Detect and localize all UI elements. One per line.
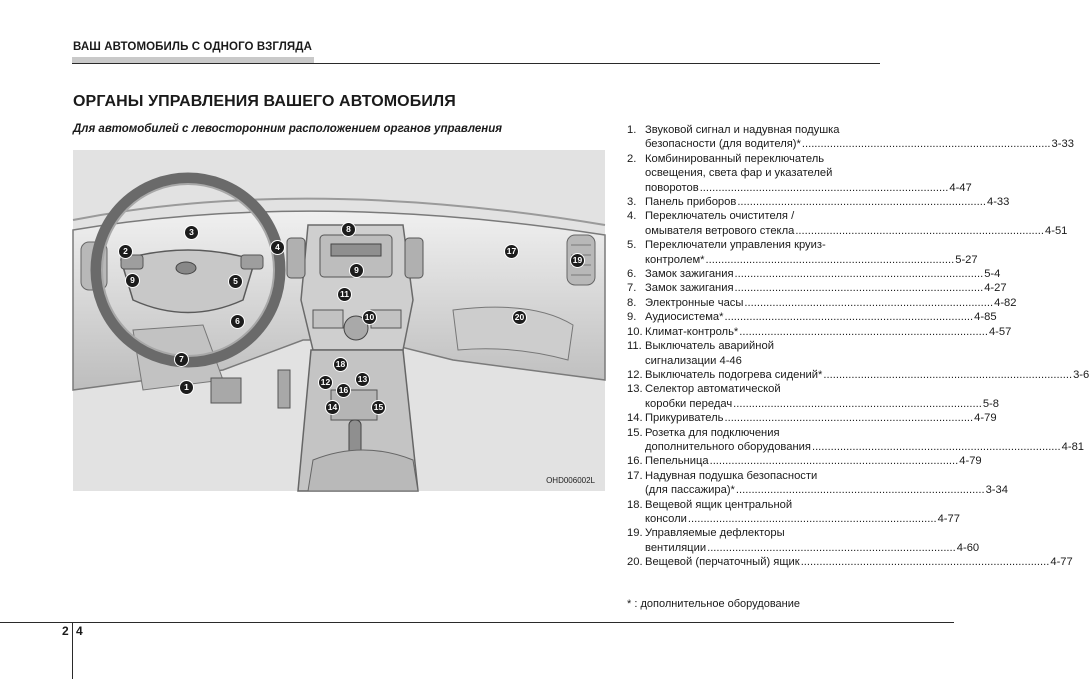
accelerator-pedal: [278, 370, 290, 408]
legend-item-number: 9.: [627, 311, 637, 324]
callout-7: 7: [174, 352, 189, 367]
leader-dots: ................................................................................: [733, 397, 982, 410]
leader-dots: ................................................................................: [709, 455, 959, 468]
callout-11: 11: [337, 287, 352, 302]
legend-item-text: Надувная подушка безопасности: [645, 469, 818, 482]
callout-4: 4: [270, 240, 285, 255]
legend-item-text: сигнализации 4-46: [645, 354, 742, 367]
callout-19: 19: [570, 253, 585, 268]
legend-item-number: 3.: [627, 196, 637, 209]
climate-panel-left: [313, 310, 343, 328]
legend-item-text: дополнительного оборудования: [645, 440, 811, 453]
legend-item-page: 4-47: [949, 181, 972, 194]
legend-item: [627, 123, 1074, 152]
legend-item-text: Замок зажигания: [645, 268, 734, 281]
legend-item-number: 18.: [627, 498, 643, 511]
legend-item-number: 16.: [627, 455, 643, 468]
legend-item-page: 4-33: [986, 196, 1010, 209]
leader-dots: ................................................................................: [811, 440, 1061, 453]
callout-18: 18: [333, 357, 348, 372]
legend-item: [627, 238, 978, 267]
callout-1: 1: [179, 380, 194, 395]
legend-item-text: Климат-контроль*: [645, 325, 739, 338]
legend-item-page: 3-34: [985, 484, 1008, 497]
legend-item-page: 4-85: [974, 311, 997, 324]
legend-item-text: Розетка для подключения: [645, 426, 780, 439]
legend-item-page: 4-77: [937, 512, 960, 525]
brand-logo: [176, 262, 196, 274]
legend-item-number: 20.: [627, 556, 643, 569]
legend-item-page: 4-79: [959, 455, 982, 468]
legend-item: [627, 454, 982, 468]
controls-legend: [627, 123, 1089, 570]
legend-item: [627, 469, 1008, 498]
callout-3: 3: [184, 225, 199, 240]
legend-item-number: 8.: [627, 296, 637, 309]
leader-dots: ................................................................................: [823, 368, 1073, 381]
legend-item-page: 4-79: [974, 412, 997, 425]
page-subtitle: Для автомобилей с левосторонним расположением органов управления: [73, 123, 502, 135]
legend-item: [627, 368, 1089, 382]
callout-13: 13: [355, 372, 370, 387]
leader-dots: ................................................................................: [744, 296, 994, 309]
legend-item-text: освещения, света фар и указателей: [645, 167, 833, 180]
legend-item-page: 4-81: [1061, 440, 1085, 453]
legend-item: [627, 267, 1001, 281]
callout-17: 17: [504, 244, 519, 259]
callout-9: 9: [349, 263, 364, 278]
legend-item: [627, 152, 972, 195]
legend-item-number: 7.: [627, 282, 637, 295]
leader-dots: ................................................................................: [737, 196, 986, 209]
header-divider: [72, 63, 880, 64]
footer-vertical-divider: [72, 622, 73, 679]
leader-dots: ................................................................................: [800, 556, 1050, 569]
legend-item-text: Селектор автоматической: [645, 383, 781, 396]
legend-item-text: Выключатель аварийной: [645, 340, 774, 353]
footnote: * : дополнительное оборудование: [627, 598, 801, 610]
leader-dots: ................................................................................: [795, 224, 1044, 237]
legend-item-text: Комбинированный переключатель: [645, 152, 825, 165]
leader-dots: ................................................................................: [739, 325, 988, 338]
callout-12: 12: [318, 375, 333, 390]
legend-item-page: 5-27: [955, 253, 978, 266]
callout-2: 2: [118, 244, 133, 259]
legend-item-text: Пепельница: [645, 455, 709, 468]
legend-item-text: Вещевой (перчаточный) ящик: [645, 556, 800, 569]
leader-dots: ................................................................................: [734, 268, 984, 281]
legend-item-page: 4-82: [994, 296, 1017, 309]
callout-9-left: 9: [125, 273, 140, 288]
legend-item-text: поворотов: [645, 181, 699, 194]
legend-item-text: Управляемые дефлекторы: [645, 527, 785, 540]
legend-item-number: 19.: [627, 527, 643, 540]
legend-item-text: консоли: [645, 512, 687, 525]
legend-item-number: 13.: [627, 383, 643, 396]
page-title: ОРГАНЫ УПРАВЛЕНИЯ ВАШЕГО АВТОМОБИЛЯ: [73, 93, 456, 110]
legend-item-number: 10.: [627, 325, 643, 338]
legend-item-text: Переключатель очистителя /: [645, 210, 795, 223]
section-title: ВАШ АВТОМОБИЛЬ С ОДНОГО ВЗГЛЯДА: [73, 41, 312, 53]
center-vent-right: [405, 238, 423, 278]
legend-item: [627, 426, 1085, 455]
legend-item-text: Замок зажигания: [645, 282, 734, 295]
legend-item-number: 12.: [627, 368, 643, 381]
armrest: [308, 450, 418, 491]
footer-divider: [0, 622, 954, 623]
legend-item-number: 2.: [627, 152, 637, 165]
legend-item-number: 5.: [627, 239, 637, 252]
legend-item: [627, 411, 997, 425]
legend-item: [627, 498, 960, 527]
legend-item-page: 3-6: [1073, 368, 1089, 381]
legend-item-text: Звуковой сигнал и надувная подушка: [645, 124, 840, 136]
leader-dots: ................................................................................: [707, 541, 956, 554]
legend-item-number: 14.: [627, 412, 643, 425]
legend-item-number: 1.: [627, 124, 637, 136]
legend-item-number: 17.: [627, 469, 643, 482]
legend-item-number: 11.: [627, 340, 642, 353]
leader-dots: ................................................................................: [801, 138, 1051, 151]
legend-item-page: 4-57: [988, 325, 1012, 338]
legend-item-text: Электронные часы: [645, 296, 744, 309]
page-number: 4: [76, 624, 83, 638]
callout-5: 5: [228, 274, 243, 289]
legend-item: [627, 526, 980, 555]
callout-16: 16: [336, 383, 351, 398]
legend-item-page: 4-51: [1045, 224, 1068, 237]
legend-item-number: 6.: [627, 268, 637, 281]
legend-item-text: Выключатель подогрева сидений*: [645, 368, 823, 381]
legend-item-page: 5-8: [982, 397, 999, 410]
legend-item: [627, 310, 997, 324]
legend-item-text: Панель приборов: [645, 196, 737, 209]
leader-dots: ................................................................................: [687, 512, 937, 525]
legend-item-text: Вещевой ящик центральной: [645, 498, 793, 511]
legend-item-page: 3-33: [1051, 138, 1074, 151]
leader-dots: ................................................................................: [724, 412, 974, 425]
leader-dots: ................................................................................: [735, 484, 985, 497]
legend-item-page: 4-27: [984, 282, 1007, 295]
dashboard-illustration: [73, 150, 605, 491]
legend-item-page: 4-77: [1050, 556, 1073, 569]
legend-item-text: Прикуриватель: [645, 412, 724, 425]
center-vent-left: [287, 238, 305, 278]
legend-item: [627, 325, 1012, 339]
legend-item: [627, 281, 1007, 295]
legend-item: [627, 382, 999, 411]
callout-10: 10: [362, 310, 377, 325]
page-section-number: 2: [62, 624, 69, 638]
leader-dots: ................................................................................: [699, 181, 949, 194]
legend-item-text: контролем*: [645, 253, 705, 266]
legend-item-text: Аудиосистема*: [645, 311, 724, 324]
legend-item-text: Переключатели управления круиз-: [645, 239, 826, 252]
legend-item: [627, 555, 1073, 569]
leader-dots: ................................................................................: [734, 282, 984, 295]
audio-display: [331, 244, 381, 256]
leader-dots: ................................................................................: [705, 253, 955, 266]
legend-item-text: безопасности (для водителя)*: [645, 138, 801, 151]
callout-14: 14: [325, 400, 340, 415]
callout-15: 15: [371, 400, 386, 415]
legend-item-text: вентиляции: [645, 541, 707, 554]
leader-dots: ................................................................................: [724, 311, 974, 324]
legend-item-page: 5-4: [984, 268, 1001, 281]
wiper-switch-stalk: [241, 255, 263, 269]
legend-item-text: омывателя ветрового стекла: [645, 224, 795, 237]
legend-item: [627, 209, 1068, 238]
brake-pedal: [211, 378, 241, 403]
legend-item-number: 15.: [627, 426, 643, 439]
legend-item: [627, 195, 1010, 209]
legend-item-text: (для пассажира)*: [645, 484, 735, 497]
callout-20: 20: [512, 310, 527, 325]
legend-item-text: коробки передач: [645, 397, 733, 410]
callout-8: 8: [341, 222, 356, 237]
legend-item-number: 4.: [627, 210, 637, 223]
legend-item-page: 4-60: [956, 541, 980, 554]
legend-item: [627, 296, 1017, 310]
figure-code: OHD006002L: [546, 476, 595, 485]
callout-6: 6: [230, 314, 245, 329]
legend-item: [627, 339, 875, 368]
